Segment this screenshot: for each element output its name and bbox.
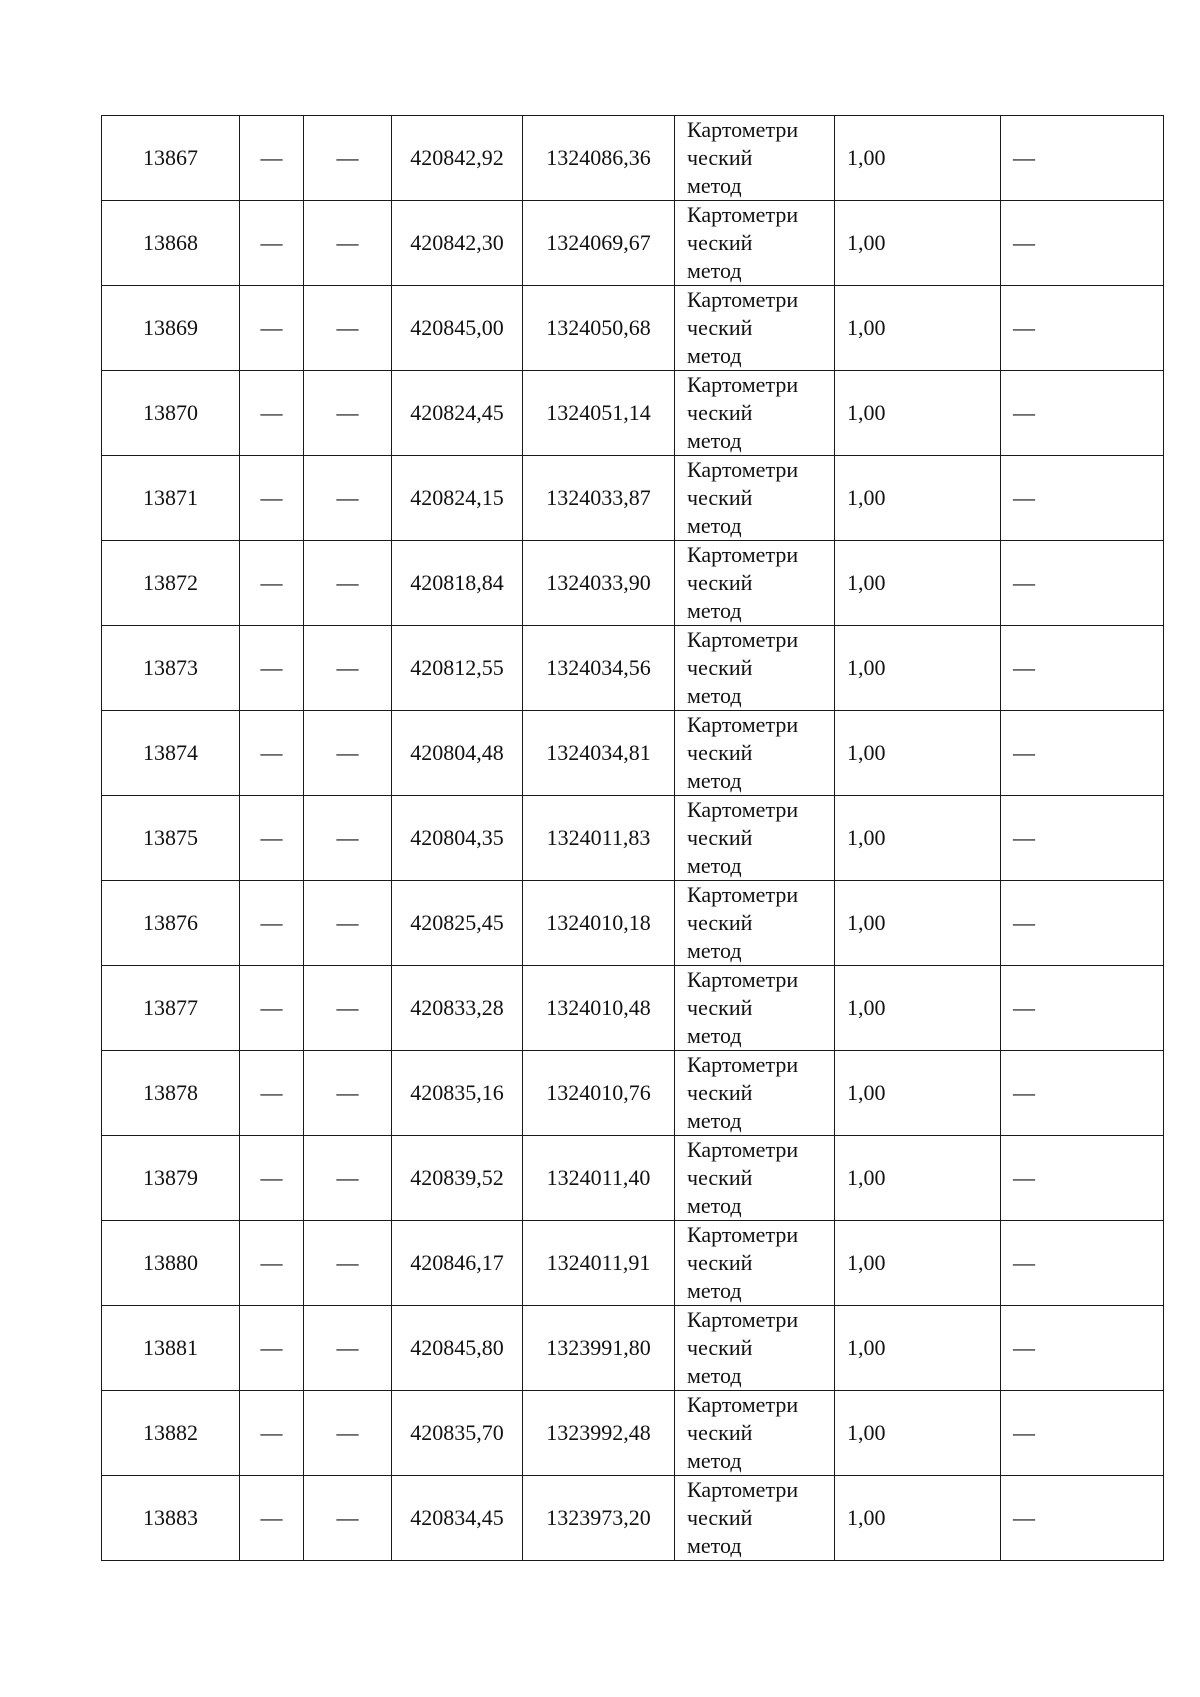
description-cell: — <box>1001 1306 1164 1391</box>
method-text-line: метод <box>687 1108 742 1133</box>
empty-y-cell: — <box>304 201 392 286</box>
method-cell <box>675 881 835 966</box>
point-number-cell: 13877 <box>102 966 240 1051</box>
point-number-cell: 13870 <box>102 371 240 456</box>
method-text-line: Картометри <box>687 627 799 652</box>
description-cell: — <box>1001 1136 1164 1221</box>
empty-y-cell: — <box>304 1051 392 1136</box>
method-text-line: метод <box>687 938 742 963</box>
point-number-cell: 13871 <box>102 456 240 541</box>
empty-y-cell: — <box>304 1136 392 1221</box>
method-cell <box>675 201 835 286</box>
point-number-cell: 13876 <box>102 881 240 966</box>
empty-y-cell: — <box>304 1221 392 1306</box>
x-coordinate-cell: 420842,30 <box>392 201 523 286</box>
description-cell: — <box>1001 966 1164 1051</box>
method-text-line: метод <box>687 1363 742 1388</box>
method-text-line: Картометри <box>687 712 799 737</box>
table-row <box>102 1391 1164 1476</box>
table-row <box>102 1136 1164 1221</box>
method-text-line: ческий <box>687 1420 753 1445</box>
method-cell <box>675 1136 835 1221</box>
method-text-line: ческий <box>687 825 753 850</box>
method-text-line: Картометри <box>687 287 799 312</box>
method-text-line: Картометри <box>687 1222 799 1247</box>
point-number-cell: 13881 <box>102 1306 240 1391</box>
table-row <box>102 881 1164 966</box>
x-coordinate-cell: 420824,45 <box>392 371 523 456</box>
empty-x-cell: — <box>240 1306 304 1391</box>
method-cell <box>675 1051 835 1136</box>
method-text-line: метод <box>687 598 742 623</box>
y-coordinate-cell: 1323992,48 <box>523 1391 675 1476</box>
method-text-line: Картометри <box>687 457 799 482</box>
point-number-cell: 13878 <box>102 1051 240 1136</box>
empty-x-cell: — <box>240 1391 304 1476</box>
method-text-line: ческий <box>687 740 753 765</box>
accuracy-cell: 1,00 <box>835 286 1001 371</box>
method-cell <box>675 456 835 541</box>
y-coordinate-cell: 1324069,67 <box>523 201 675 286</box>
description-cell: — <box>1001 796 1164 881</box>
empty-x-cell: — <box>240 966 304 1051</box>
accuracy-cell: 1,00 <box>835 966 1001 1051</box>
empty-x-cell: — <box>240 1221 304 1306</box>
empty-y-cell: — <box>304 116 392 201</box>
method-text-line: метод <box>687 683 742 708</box>
y-coordinate-cell: 1324033,90 <box>523 541 675 626</box>
x-coordinate-cell: 420845,00 <box>392 286 523 371</box>
empty-x-cell: — <box>240 541 304 626</box>
accuracy-cell: 1,00 <box>835 456 1001 541</box>
method-text-line: Картометри <box>687 1137 799 1162</box>
method-text-line: ческий <box>687 315 753 340</box>
x-coordinate-cell: 420834,45 <box>392 1476 523 1561</box>
x-coordinate-cell: 420835,16 <box>392 1051 523 1136</box>
description-cell: — <box>1001 1051 1164 1136</box>
point-number-cell: 13879 <box>102 1136 240 1221</box>
method-text-line: ческий <box>687 910 753 935</box>
empty-x-cell: — <box>240 371 304 456</box>
empty-y-cell: — <box>304 1306 392 1391</box>
x-coordinate-cell: 420845,80 <box>392 1306 523 1391</box>
method-text-line: ческий <box>687 145 753 170</box>
method-text-line: ческий <box>687 1250 753 1275</box>
empty-x-cell: — <box>240 796 304 881</box>
method-text-line: Картометри <box>687 542 799 567</box>
table-row <box>102 541 1164 626</box>
method-text-line: метод <box>687 1533 742 1558</box>
method-text-line: метод <box>687 853 742 878</box>
y-coordinate-cell: 1324010,18 <box>523 881 675 966</box>
accuracy-cell: 1,00 <box>835 1136 1001 1221</box>
method-text-line: метод <box>687 173 742 198</box>
accuracy-cell: 1,00 <box>835 1306 1001 1391</box>
x-coordinate-cell: 420833,28 <box>392 966 523 1051</box>
description-cell: — <box>1001 1391 1164 1476</box>
y-coordinate-cell: 1324010,76 <box>523 1051 675 1136</box>
method-text-line: Картометри <box>687 1477 799 1502</box>
method-cell <box>675 966 835 1051</box>
accuracy-cell: 1,00 <box>835 1221 1001 1306</box>
method-text-line: метод <box>687 1023 742 1048</box>
empty-x-cell: — <box>240 1476 304 1561</box>
description-cell: — <box>1001 626 1164 711</box>
empty-y-cell: — <box>304 541 392 626</box>
method-cell <box>675 1306 835 1391</box>
empty-x-cell: — <box>240 116 304 201</box>
method-text-line: ческий <box>687 995 753 1020</box>
empty-y-cell: — <box>304 711 392 796</box>
empty-x-cell: — <box>240 456 304 541</box>
table-row <box>102 1051 1164 1136</box>
empty-y-cell: — <box>304 966 392 1051</box>
accuracy-cell: 1,00 <box>835 201 1001 286</box>
method-text-line: ческий <box>687 485 753 510</box>
point-number-cell: 13869 <box>102 286 240 371</box>
empty-x-cell: — <box>240 626 304 711</box>
description-cell: — <box>1001 1221 1164 1306</box>
point-number-cell: 13880 <box>102 1221 240 1306</box>
x-coordinate-cell: 420825,45 <box>392 881 523 966</box>
method-text-line: метод <box>687 1278 742 1303</box>
empty-x-cell: — <box>240 286 304 371</box>
empty-y-cell: — <box>304 881 392 966</box>
coordinates-table <box>101 115 1164 1561</box>
description-cell: — <box>1001 201 1164 286</box>
empty-x-cell: — <box>240 1136 304 1221</box>
table-row <box>102 1476 1164 1561</box>
method-text-line: Картометри <box>687 1052 799 1077</box>
table-row <box>102 456 1164 541</box>
method-text-line: метод <box>687 1448 742 1473</box>
description-cell: — <box>1001 1476 1164 1561</box>
y-coordinate-cell: 1324011,83 <box>523 796 675 881</box>
y-coordinate-cell: 1323991,80 <box>523 1306 675 1391</box>
table-row <box>102 711 1164 796</box>
method-text-line: метод <box>687 768 742 793</box>
method-text-line: Картометри <box>687 372 799 397</box>
description-cell: — <box>1001 371 1164 456</box>
point-number-cell: 13883 <box>102 1476 240 1561</box>
accuracy-cell: 1,00 <box>835 796 1001 881</box>
x-coordinate-cell: 420842,92 <box>392 116 523 201</box>
accuracy-cell: 1,00 <box>835 1391 1001 1476</box>
y-coordinate-cell: 1324086,36 <box>523 116 675 201</box>
x-coordinate-cell: 420804,35 <box>392 796 523 881</box>
table-row <box>102 371 1164 456</box>
y-coordinate-cell: 1324034,56 <box>523 626 675 711</box>
method-text-line: ческий <box>687 570 753 595</box>
y-coordinate-cell: 1324011,91 <box>523 1221 675 1306</box>
empty-y-cell: — <box>304 456 392 541</box>
method-text-line: ческий <box>687 1080 753 1105</box>
method-cell <box>675 1221 835 1306</box>
method-text-line: метод <box>687 513 742 538</box>
empty-x-cell: — <box>240 1051 304 1136</box>
x-coordinate-cell: 420804,48 <box>392 711 523 796</box>
empty-x-cell: — <box>240 881 304 966</box>
point-number-cell: 13867 <box>102 116 240 201</box>
method-text-line: Картометри <box>687 117 799 142</box>
point-number-cell: 13868 <box>102 201 240 286</box>
method-text-line: метод <box>687 1193 742 1218</box>
accuracy-cell: 1,00 <box>835 1051 1001 1136</box>
point-number-cell: 13875 <box>102 796 240 881</box>
method-cell <box>675 1476 835 1561</box>
y-coordinate-cell: 1324011,40 <box>523 1136 675 1221</box>
y-coordinate-cell: 1324034,81 <box>523 711 675 796</box>
empty-y-cell: — <box>304 796 392 881</box>
table-row <box>102 966 1164 1051</box>
empty-y-cell: — <box>304 371 392 456</box>
empty-x-cell: — <box>240 201 304 286</box>
x-coordinate-cell: 420824,15 <box>392 456 523 541</box>
empty-y-cell: — <box>304 286 392 371</box>
method-text-line: ческий <box>687 655 753 680</box>
method-text-line: ческий <box>687 1335 753 1360</box>
point-number-cell: 13872 <box>102 541 240 626</box>
method-cell <box>675 286 835 371</box>
description-cell: — <box>1001 881 1164 966</box>
x-coordinate-cell: 420812,55 <box>392 626 523 711</box>
description-cell: — <box>1001 116 1164 201</box>
method-text-line: ческий <box>687 400 753 425</box>
method-text-line: Картометри <box>687 1392 799 1417</box>
description-cell: — <box>1001 541 1164 626</box>
method-cell <box>675 626 835 711</box>
point-number-cell: 13873 <box>102 626 240 711</box>
table-row <box>102 116 1164 201</box>
point-number-cell: 13882 <box>102 1391 240 1476</box>
method-text-line: Картометри <box>687 202 799 227</box>
method-text-line: ческий <box>687 230 753 255</box>
method-cell <box>675 116 835 201</box>
method-cell <box>675 796 835 881</box>
x-coordinate-cell: 420835,70 <box>392 1391 523 1476</box>
x-coordinate-cell: 420846,17 <box>392 1221 523 1306</box>
table-row <box>102 201 1164 286</box>
x-coordinate-cell: 420839,52 <box>392 1136 523 1221</box>
method-text-line: ческий <box>687 1505 753 1530</box>
y-coordinate-cell: 1324050,68 <box>523 286 675 371</box>
accuracy-cell: 1,00 <box>835 881 1001 966</box>
y-coordinate-cell: 1324033,87 <box>523 456 675 541</box>
method-cell <box>675 371 835 456</box>
empty-y-cell: — <box>304 626 392 711</box>
method-text-line: метод <box>687 428 742 453</box>
accuracy-cell: 1,00 <box>835 711 1001 796</box>
table-body <box>102 116 1164 1561</box>
method-cell <box>675 1391 835 1476</box>
accuracy-cell: 1,00 <box>835 116 1001 201</box>
empty-y-cell: — <box>304 1476 392 1561</box>
accuracy-cell: 1,00 <box>835 626 1001 711</box>
method-text-line: Картометри <box>687 967 799 992</box>
y-coordinate-cell: 1324051,14 <box>523 371 675 456</box>
method-text-line: метод <box>687 258 742 283</box>
method-text-line: Картометри <box>687 1307 799 1332</box>
x-coordinate-cell: 420818,84 <box>392 541 523 626</box>
empty-y-cell: — <box>304 1391 392 1476</box>
table-row <box>102 1306 1164 1391</box>
description-cell: — <box>1001 286 1164 371</box>
method-text-line: метод <box>687 343 742 368</box>
description-cell: — <box>1001 456 1164 541</box>
method-cell <box>675 711 835 796</box>
accuracy-cell: 1,00 <box>835 1476 1001 1561</box>
y-coordinate-cell: 1324010,48 <box>523 966 675 1051</box>
method-cell <box>675 541 835 626</box>
method-text-line: ческий <box>687 1165 753 1190</box>
table-row <box>102 1221 1164 1306</box>
point-number-cell: 13874 <box>102 711 240 796</box>
table-row <box>102 286 1164 371</box>
accuracy-cell: 1,00 <box>835 371 1001 456</box>
method-text-line: Картометри <box>687 882 799 907</box>
y-coordinate-cell: 1323973,20 <box>523 1476 675 1561</box>
description-cell: — <box>1001 711 1164 796</box>
table-row <box>102 626 1164 711</box>
table-row <box>102 796 1164 881</box>
empty-x-cell: — <box>240 711 304 796</box>
method-text-line: Картометри <box>687 797 799 822</box>
accuracy-cell: 1,00 <box>835 541 1001 626</box>
